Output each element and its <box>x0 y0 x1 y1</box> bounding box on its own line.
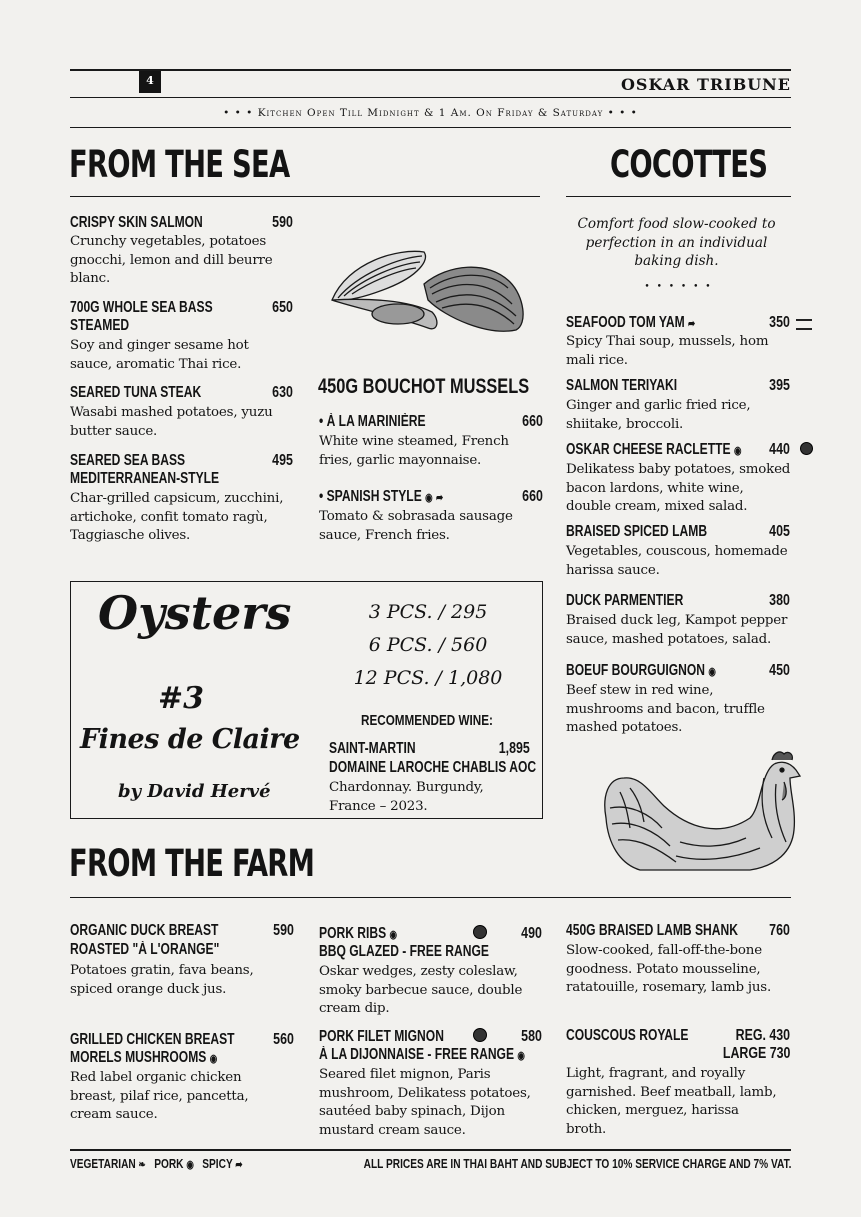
chili-icon: ➦ <box>435 492 444 504</box>
wine-desc: Chardonnay. Burgundy, France – 2023. <box>329 780 484 814</box>
wine-price: 1,895 <box>498 740 530 757</box>
oysters-variety: Fines de Claire <box>80 724 300 755</box>
mussels-item-name <box>319 413 426 431</box>
leaf-icon: ❧ <box>138 1159 146 1171</box>
farm-item-name-line2 <box>70 1049 217 1068</box>
cocotte-item-price: 440 <box>769 441 790 458</box>
mussels-title: 450G BOUCHOT MUSSELS <box>318 375 530 398</box>
legend-vegetarian: VEGETARIAN <box>70 1156 136 1171</box>
farm-item-name-line2 <box>319 1046 525 1065</box>
cocotte-item-desc: Ginger and garlic fried rice, shiitake, broccoli. <box>566 398 751 432</box>
pig-icon: ◉ <box>708 666 716 678</box>
seal-icon <box>800 442 813 455</box>
farm-item-desc: Seared filet mignon, Paris mushroom, Delikatess potatoes, sautéed baby spinach, Dijon mustard cream sauce. <box>319 1067 531 1138</box>
farm-item-name-line2: ROASTED "À L'ORANGE" <box>70 941 220 958</box>
sea-item-name: SEARED TUNA STEAK <box>70 384 202 401</box>
mussels-item-desc: White wine steamed, French fries, garlic mayonnaise. <box>319 434 509 468</box>
cocotte-item-name <box>566 662 716 681</box>
farm-item-name <box>319 925 397 944</box>
legend-spicy: SPICY <box>202 1156 233 1171</box>
sea-item-price: 630 <box>272 384 293 401</box>
mussels-illustration <box>328 244 530 336</box>
sea-item-name: CRISPY SKIN SALMON <box>70 214 203 231</box>
farm-item-name: ORGANIC DUCK BREAST <box>70 922 219 939</box>
cocotte-item-name: BRAISED SPICED LAMB <box>566 523 708 540</box>
section-title-cocottes: COCOTTES <box>610 143 768 186</box>
farm-item-price: 490 <box>521 925 542 942</box>
oysters-producer: by David Hervé <box>118 781 271 802</box>
farm-item-price: 760 <box>769 922 790 939</box>
farm-item-label: PORK RIBS <box>319 925 387 942</box>
farm-item-name: COUSCOUS ROYALE <box>566 1027 689 1044</box>
farm-item-name: GRILLED CHICKEN BREAST <box>70 1031 235 1048</box>
sea-item-price: 590 <box>272 214 293 231</box>
pig-icon: ◉ <box>733 445 742 457</box>
sea-item-desc: Char-grilled capsicum, zucchini, artichoke, confit tomato ragù, Taggiasche olives. <box>70 491 284 544</box>
cocotte-item-name <box>566 441 741 460</box>
mussels-item-label: • À LA MARINIÈRE <box>319 413 426 430</box>
sea-item-name: 700G WHOLE SEA BASS <box>70 299 213 316</box>
farm-item-price: REG. 430 <box>735 1027 790 1044</box>
sea-item-name-line2: MEDITERRANEAN-STYLE <box>70 470 220 487</box>
cocotte-item-price: 450 <box>769 662 790 679</box>
sea-item-price: 650 <box>272 299 293 316</box>
cocotte-item-price: 395 <box>769 377 790 394</box>
cocotte-item-price: 405 <box>769 523 790 540</box>
cocotte-item-price: 380 <box>769 592 790 609</box>
farm-item-name-line2: BBQ GLAZED - FREE RANGE <box>319 943 489 960</box>
farm-item-price: 580 <box>521 1028 542 1045</box>
cocotte-item-name: SALMON TERIYAKI <box>566 377 678 394</box>
legend <box>70 1156 243 1171</box>
page-number: 4 <box>146 74 154 87</box>
oysters-title: Oysters <box>98 586 292 640</box>
cocotte-item-desc: Delikatess baby potatoes, smoked bacon lardons, white wine, double cream, mixed salad. <box>566 462 791 515</box>
oyster-price-3: 3 PCS. / 295 <box>368 601 488 623</box>
farm-item-desc: Slow-cooked, fall-off-the-bone goodness. Potato mousseline, ratatouille, rosemary, lamb jus. <box>566 943 772 996</box>
cocottes-divider-dots: • • • • • • <box>644 282 713 292</box>
farm-item-price: 590 <box>273 922 294 939</box>
price-note: ALL PRICES ARE IN THAI BAHT AND SUBJECT TO 10% SERVICE CHARGE AND 7% VAT. <box>363 1156 791 1171</box>
farm-item-desc: Light, fragrant, and royally garnished. Beef meatball, lamb, chicken, merguez, harissa broth. <box>566 1066 777 1137</box>
cocotte-item-label: OSKAR CHEESE RACLETTE <box>566 441 731 458</box>
farm-item-desc: Red label organic chicken breast, pilaf rice, pancetta, cream sauce. <box>70 1070 249 1123</box>
farm-item-name: PORK FILET MIGNON <box>319 1028 444 1045</box>
menu-marker-icon <box>796 319 812 330</box>
farm-item-label: MORELS MUSHROOMS <box>70 1049 207 1066</box>
sea-item-desc: Wasabi mashed potatoes, yuzu butter sauce. <box>70 405 273 439</box>
pig-icon: ◉ <box>389 929 398 941</box>
pig-icon: ◉ <box>186 1159 194 1171</box>
cocottes-intro: Comfort food slow-cooked to perfection in an individual baking dish. <box>577 216 776 270</box>
cocotte-item-name: DUCK PARMENTIER <box>566 592 684 609</box>
kitchen-hours: • • • Kitchen Open Till Midnight & 1 Am. On Friday & Saturday • • • <box>223 107 638 119</box>
page-number-badge <box>139 71 161 93</box>
cocotte-item-name <box>566 314 695 333</box>
oyster-price-12: 12 PCS. / 1,080 <box>353 667 503 689</box>
sea-item-price: 495 <box>272 452 293 469</box>
mussels-item-label: • SPANISH STYLE <box>319 488 422 505</box>
rooster-illustration <box>600 748 802 874</box>
farm-item-label: À LA DIJONNAISE - FREE RANGE <box>319 1046 515 1063</box>
cocotte-item-desc: Braised duck leg, Kampot pepper sauce, mashed potatoes, salad. <box>566 613 788 647</box>
farm-item-name: 450G BRAISED LAMB SHANK <box>566 922 738 939</box>
farm-item-price: 560 <box>273 1031 294 1048</box>
pig-icon: ◉ <box>209 1053 218 1065</box>
sea-item-desc: Soy and ginger sesame hot sauce, aromatic Thai rice. <box>70 338 249 372</box>
section-title-farm: FROM THE FARM <box>69 842 315 885</box>
cocotte-item-desc: Beef stew in red wine, mushrooms and bacon, truffle mashed potatoes. <box>566 683 765 736</box>
wine-heading: RECOMMENDED WINE: <box>361 712 493 729</box>
mussels-item-desc: Tomato & sobrasada sausage sauce, French fries. <box>319 509 513 543</box>
mussels-item-price: 660 <box>522 488 543 505</box>
sea-item-name-line2: STEAMED <box>70 317 130 334</box>
cocotte-item-desc: Vegetables, couscous, homemade harissa sauce. <box>566 544 788 578</box>
oyster-price-6: 6 PCS. / 560 <box>368 634 488 656</box>
cocotte-item-label: BOEUF BOURGUIGNON <box>566 662 706 679</box>
section-title-sea: FROM THE SEA <box>69 143 290 186</box>
wine-name-line2: DOMAINE LAROCHE CHABLIS AOC <box>329 759 537 776</box>
pig-icon: ◉ <box>517 1050 525 1062</box>
seal-icon <box>473 1028 487 1042</box>
cocotte-item-desc: Spicy Thai soup, mussels, hom mali rice. <box>566 334 769 368</box>
farm-item-price-large: LARGE 730 <box>722 1045 790 1062</box>
chili-icon: ➦ <box>688 318 696 330</box>
farm-item-desc: Oskar wedges, zesty coleslaw, smoky barbecue sauce, double cream dip. <box>319 964 523 1017</box>
cocotte-item-price: 350 <box>769 314 790 331</box>
wine-name: SAINT-MARTIN <box>329 740 416 757</box>
farm-item-desc: Potatoes gratin, fava beans, spiced orange duck jus. <box>70 963 254 997</box>
oysters-number: #3 <box>158 681 205 716</box>
chili-icon: ➦ <box>235 1159 243 1171</box>
cocotte-item-label: SEAFOOD TOM YAM <box>566 314 685 331</box>
masthead: OSKAR TRIBUNE <box>620 75 791 94</box>
sea-item-name: SEARED SEA BASS <box>70 452 186 469</box>
seal-icon <box>473 925 487 939</box>
sea-item-desc: Crunchy vegetables, potatoes gnocchi, lemon and dill beurre blanc. <box>70 234 273 287</box>
mussels-item-price: 660 <box>522 413 543 430</box>
legend-pork: PORK <box>154 1156 184 1171</box>
mussels-item-name <box>319 488 443 507</box>
pig-icon: ◉ <box>425 492 433 504</box>
